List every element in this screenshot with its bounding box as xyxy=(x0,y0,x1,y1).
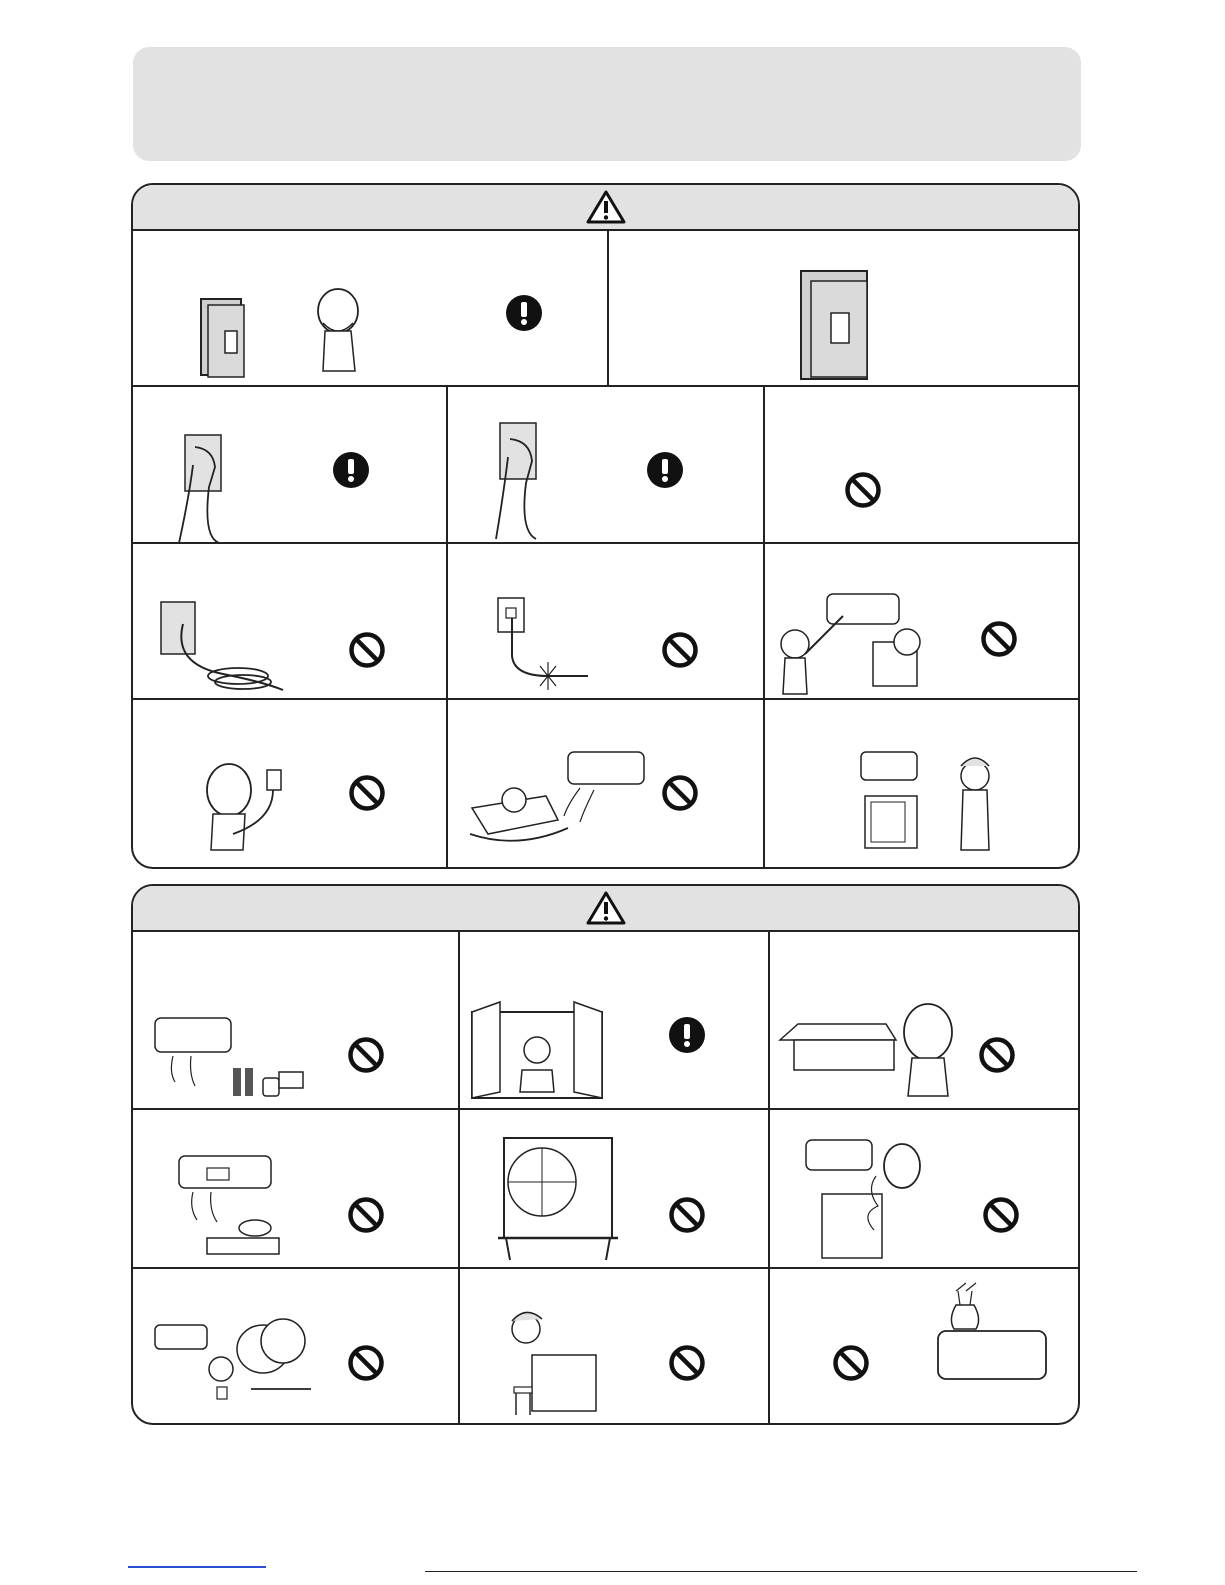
exclamation-icon xyxy=(332,451,370,489)
warning-cell-children-unit xyxy=(765,544,1078,700)
baby-under-air-illustration xyxy=(448,700,765,867)
damaged-cord-illustration xyxy=(448,544,765,700)
exclamation-icon xyxy=(668,1016,706,1054)
caution-cell-stove xyxy=(133,1110,460,1269)
warning-cell-cord-bundle xyxy=(133,544,448,700)
warning-triangle-icon xyxy=(585,890,627,926)
warning-cell-breaker-switch xyxy=(133,231,609,387)
footer-rule xyxy=(425,1571,1137,1572)
caution-cell-touch-louver xyxy=(770,932,1078,1110)
unit-over-food-illustration xyxy=(133,932,460,1110)
warning-cell-damaged-cord xyxy=(448,544,765,700)
warning-panel-header xyxy=(133,185,1078,231)
caution-panel-header xyxy=(133,886,1078,932)
vase-on-unit-illustration xyxy=(770,1269,1078,1423)
prohibition-icon xyxy=(347,1196,385,1234)
unit-over-stove-illustration xyxy=(133,1110,460,1269)
prohibition-icon xyxy=(348,774,386,812)
hand-plug-illustration xyxy=(133,387,448,544)
prohibition-icon xyxy=(668,1196,706,1234)
prohibition-icon xyxy=(978,1036,1016,1074)
caution-cell-climbing xyxy=(460,1269,770,1423)
coiled-cord-illustration xyxy=(133,544,448,700)
prohibition-icon xyxy=(844,471,882,509)
children-poking-unit-illustration xyxy=(765,544,1078,700)
prohibition-icon xyxy=(980,620,1018,658)
prohibition-icon xyxy=(347,1344,385,1382)
hand-plug-illustration xyxy=(448,387,765,544)
warning-cell-plug-insert xyxy=(133,387,448,544)
unit-near-plants-illustration xyxy=(133,1269,460,1423)
warning-cell-breaker-large xyxy=(609,231,1078,387)
warning-triangle-icon xyxy=(585,189,627,225)
outdoor-unit-on-stand-illustration xyxy=(460,1110,770,1269)
prohibition-icon xyxy=(982,1196,1020,1234)
warning-cell-cold-air-baby xyxy=(448,700,765,867)
prohibition-icon xyxy=(348,631,386,669)
caution-cell-unstable-stand xyxy=(460,1110,770,1269)
prohibition-icon xyxy=(661,631,699,669)
person-spraying-water-illustration xyxy=(770,1110,1078,1269)
child-climbing-unit-illustration xyxy=(460,1269,770,1423)
caution-cell-food-storage xyxy=(133,932,460,1110)
caution-cell-ventilate xyxy=(460,932,770,1110)
breaker-illustration xyxy=(609,231,1078,387)
prohibition-icon xyxy=(347,1036,385,1074)
exclamation-icon xyxy=(505,294,543,332)
caution-cell-water-spray xyxy=(770,1110,1078,1269)
warning-cell-plug-secure xyxy=(448,387,765,544)
prohibition-icon xyxy=(661,774,699,812)
person-touching-unit-illustration xyxy=(770,932,1078,1110)
person-plug-illustration xyxy=(133,700,448,867)
warning-cell-prohibited-1 xyxy=(765,387,1078,544)
hand-in-units-illustration xyxy=(765,700,1078,867)
footer-link-underline xyxy=(128,1566,266,1568)
caution-cell-plants xyxy=(133,1269,460,1423)
caution-cell-vase-on-unit xyxy=(770,1269,1078,1423)
page-title-band xyxy=(133,47,1081,161)
caution-panel xyxy=(131,884,1080,1425)
warning-cell-hand-in-unit xyxy=(765,700,1078,867)
exclamation-icon xyxy=(646,451,684,489)
prohibition-icon xyxy=(668,1344,706,1382)
warning-cell-wet-hands xyxy=(133,700,448,867)
open-window-illustration xyxy=(460,932,770,1110)
warning-panel xyxy=(131,183,1080,869)
